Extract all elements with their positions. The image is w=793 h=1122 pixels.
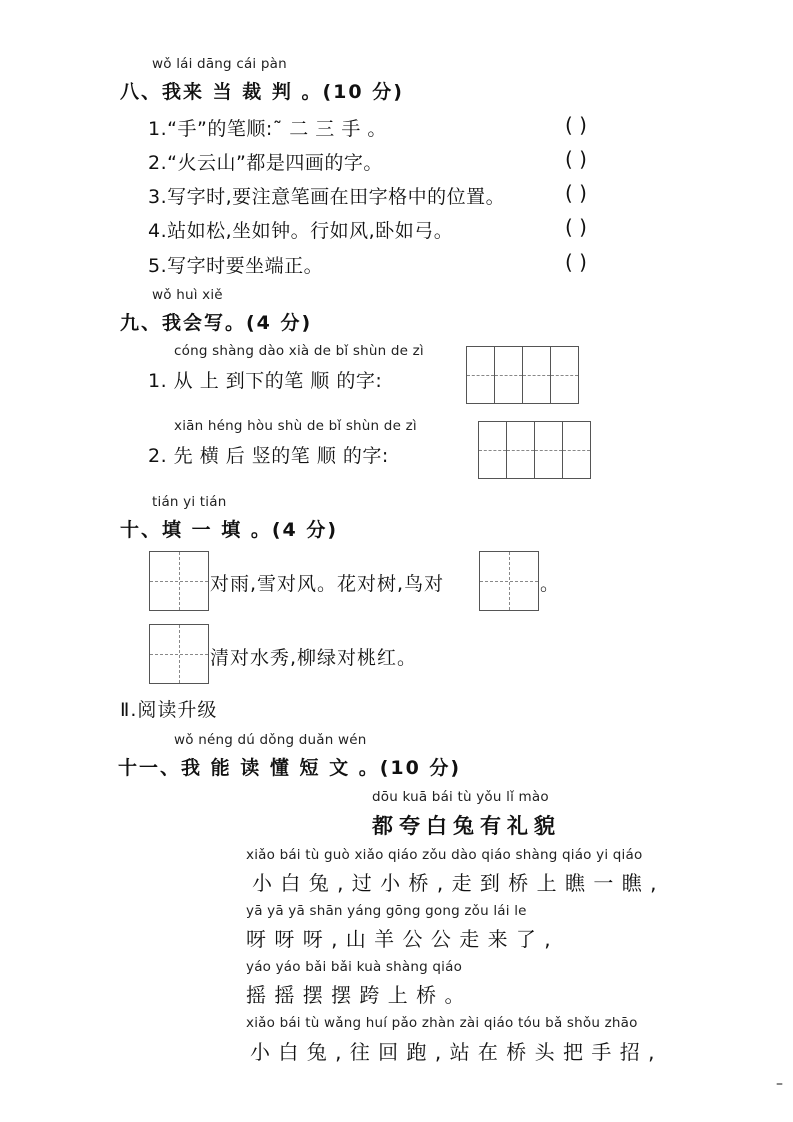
section9-pinyin: wǒ huì xiě	[152, 287, 223, 303]
s8-item-3: 3.写字时,要注意笔画在田字格中的位置。	[148, 186, 506, 208]
s8-item-4: 4.站如松,坐如钟。行如风,卧如弓。	[148, 220, 454, 242]
poem-line-1-pinyin: xiǎo bái tù guò xiǎo qiáo zǒu dào qiáo shàng qiáo yi qiáo	[246, 847, 643, 863]
section11-title: 十一、我 能 读 懂 短 文 。(10 分)	[118, 757, 462, 779]
s8-answer-2[interactable]: ( )	[565, 147, 587, 171]
s9-q1-writing-grid[interactable]	[466, 346, 578, 404]
page-mark: –	[776, 1076, 783, 1092]
poem-line-4: 小 白 兔 , 往 回 跑 , 站 在 桥 头 把 手 招 ,	[250, 1040, 656, 1064]
poem-title-pinyin: dōu kuā bái tù yǒu lǐ mào	[372, 789, 549, 805]
s8-answer-5[interactable]: ( )	[565, 250, 587, 274]
s9-q1-text: 1. 从 上 到下的笔 顺 的字:	[148, 370, 383, 392]
grid-cell[interactable]	[494, 346, 523, 404]
s8-item-1: 1.“手”的笔顺:˜ 二 三 手 。	[148, 118, 387, 140]
grid-cell[interactable]	[562, 421, 591, 479]
s10-blank-box-1[interactable]	[149, 551, 209, 611]
s9-q2-writing-grid[interactable]	[478, 421, 590, 479]
s9-q2-text: 2. 先 横 后 竖的笔 顺 的字:	[148, 445, 389, 467]
s9-q1-pinyin: cóng shàng dào xià de bǐ shùn de zì	[174, 343, 424, 359]
s10-blank-box-3[interactable]	[149, 624, 209, 684]
poem-title: 都夸白兔有礼貌	[372, 814, 561, 838]
grid-cell[interactable]	[522, 346, 551, 404]
section10-pinyin: tián yi tián	[152, 494, 227, 510]
part2-title: Ⅱ.阅读升级	[120, 699, 218, 721]
s8-answer-3[interactable]: ( )	[565, 181, 587, 205]
section11-pinyin: wǒ néng dú dǒng duǎn wén	[174, 732, 367, 748]
section10-title: 十、填 一 填 。(4 分)	[120, 519, 339, 541]
s10-line2-text: 清对水秀,柳绿对桃红。	[210, 647, 418, 669]
poem-line-2-pinyin: yā yā yā shān yáng gōng gong zǒu lái le	[246, 903, 527, 919]
section9-title: 九、我会写。(4 分)	[120, 312, 313, 334]
s8-item-5: 5.写字时要坐端正。	[148, 255, 324, 277]
s9-q2-pinyin: xiān héng hòu shù de bǐ shùn de zì	[174, 418, 417, 434]
grid-cell[interactable]	[506, 421, 535, 479]
s8-answer-4[interactable]: ( )	[565, 215, 587, 239]
poem-line-1: 小 白 兔 , 过 小 桥 , 走 到 桥 上 瞧 一 瞧 ,	[252, 871, 658, 895]
section8-pinyin: wǒ lái dāng cái pàn	[152, 56, 287, 72]
poem-line-4-pinyin: xiǎo bái tù wǎng huí pǎo zhàn zài qiáo tóu bǎ shǒu zhāo	[246, 1015, 638, 1031]
s8-item-2: 2.“火云山”都是四画的字。	[148, 152, 383, 174]
poem-line-3: 摇 摇 摆 摆 跨 上 桥 。	[246, 983, 466, 1007]
s8-answer-1[interactable]: ( )	[565, 113, 587, 137]
s10-blank-box-2[interactable]	[479, 551, 539, 611]
grid-cell[interactable]	[466, 346, 495, 404]
poem-line-3-pinyin: yáo yáo bǎi bǎi kuà shàng qiáo	[246, 959, 463, 975]
section8-title: 八、我来 当 裁 判 。(10 分)	[120, 81, 404, 103]
grid-cell[interactable]	[550, 346, 579, 404]
s10-line1-end: 。	[540, 573, 561, 595]
s10-line1-text: 对雨,雪对风。花对树,鸟对	[210, 573, 445, 595]
grid-cell[interactable]	[534, 421, 563, 479]
grid-cell[interactable]	[478, 421, 507, 479]
poem-line-2: 呀 呀 呀 , 山 羊 公 公 走 来 了 ,	[246, 927, 552, 951]
